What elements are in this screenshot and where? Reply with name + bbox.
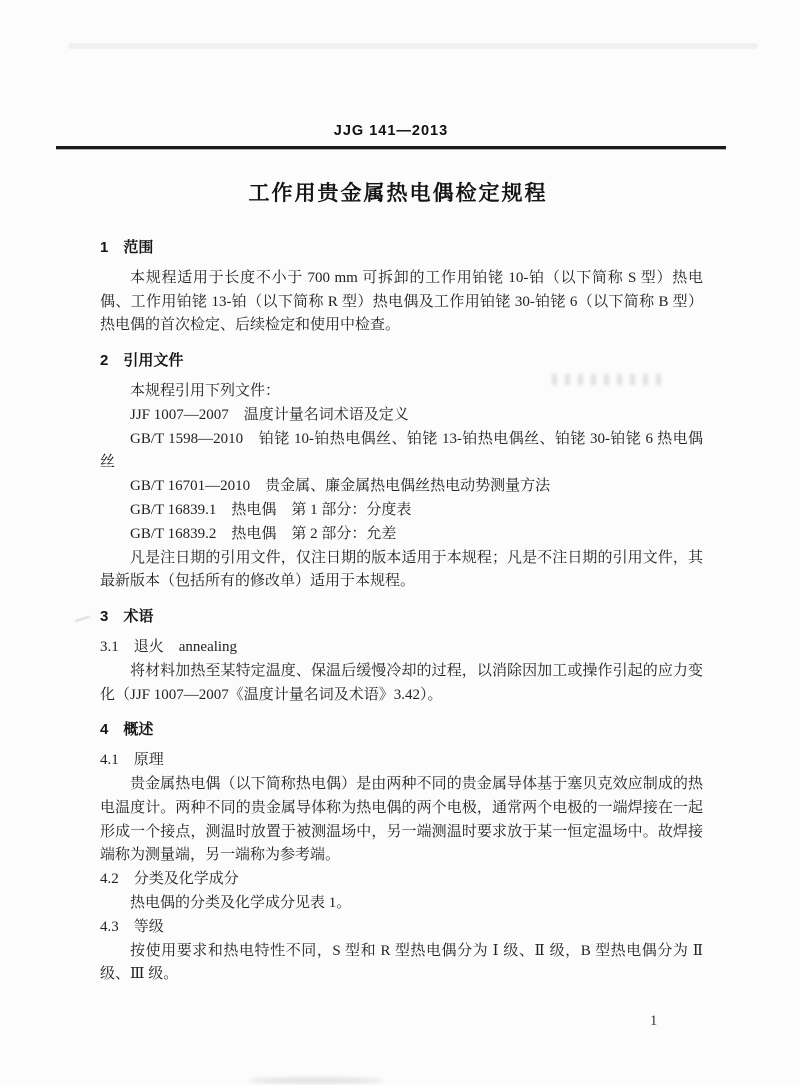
section-heading-references: 2 引用文件 [100, 352, 184, 370]
section-heading-overview: 4 概述 [100, 721, 154, 739]
paragraph-references-note: 凡是注日期的引用文件，仅注日期的版本适用于本规程；凡是不注日期的引用文件，其最新版本（包括所有的修改单）适用于本规程。 [100, 549, 703, 590]
subsection-heading-grades: 4.3 等级 [100, 918, 164, 935]
header-rule [56, 146, 726, 149]
paragraph-annealing: 将材料加热至某特定温度、保温后缓慢冷却的过程，以消除因加工或操作引起的应力变化（JJF 1007—2007《温度计量名词及术语》3.42）。 [100, 662, 703, 703]
reference-item: GB/T 16701—2010 贵金属、廉金属热电偶丝热电动势测量方法 [130, 478, 551, 495]
reference-item: GB/T 1598—2010 铂铑 10-铂热电偶丝、铂铑 13-铂热电偶丝、铂铑 30-铂铑 6 热电偶丝 [100, 430, 703, 471]
paragraph-scope: 本规程适用于长度不小于 700 mm 可拆卸的工作用铂铑 10-铂（以下简称 S 型）热电偶、工作用铂铑 13-铂（以下简称 R 型）热电偶及工作用铂铑 30-铂铑 6（以下简称 B 型）热电偶的首次检定、后续检定和使用中检查。 [100, 269, 703, 334]
section-heading-terms: 3 术语 [100, 608, 154, 626]
paragraph-references-intro: 本规程引用下列文件： [130, 382, 281, 399]
subsection-heading-classification: 4.2 分类及化学成分 [100, 871, 239, 888]
reference-item: JJF 1007—2007 温度计量名词术语及定义 [130, 406, 409, 423]
reference-item: GB/T 16839.1 热电偶 第 1 部分：分度表 [130, 501, 412, 518]
subsection-heading-principle: 4.1 原理 [100, 752, 164, 769]
subsection-heading-annealing: 3.1 退火 annealing [100, 638, 238, 655]
document-title: 工作用贵金属热电偶检定规程 [248, 182, 548, 205]
reference-item: GB/T 16839.2 热电偶 第 2 部分：允差 [130, 525, 397, 542]
scan-artifact-margin-mark [73, 608, 90, 622]
paragraph-classification: 热电偶的分类及化学成分见表 1。 [130, 894, 352, 911]
section-heading-scope: 1 范围 [100, 239, 154, 256]
scan-artifact-bottom-smudge [248, 1078, 383, 1083]
standard-code: JJG 141—2013 [333, 123, 449, 139]
scan-artifact-top-bar [68, 43, 758, 49]
document-body [100, 236, 703, 987]
paragraph-principle: 贵金属热电偶（以下简称热电偶）是由两种不同的贵金属导体基于塞贝克效应制成的热电温度计。两种不同的贵金属导体称为热电偶的两个电极，通常两个电极的一端焊接在一起形成一个接点，测温时放置于被测温场中，另一端测温时要求放于某一恒定温场中。故焊接端称为测量端，另一端称为参考端。 [100, 775, 703, 864]
page-number: 1 [650, 1013, 658, 1029]
scan-artifact-smudge [552, 374, 662, 385]
paragraph-grades: 按使用要求和热电特性不同，S 型和 R 型热电偶分为 Ⅰ 级、Ⅱ 级，B 型热电偶分为 Ⅱ 级、Ⅲ 级。 [100, 942, 703, 983]
